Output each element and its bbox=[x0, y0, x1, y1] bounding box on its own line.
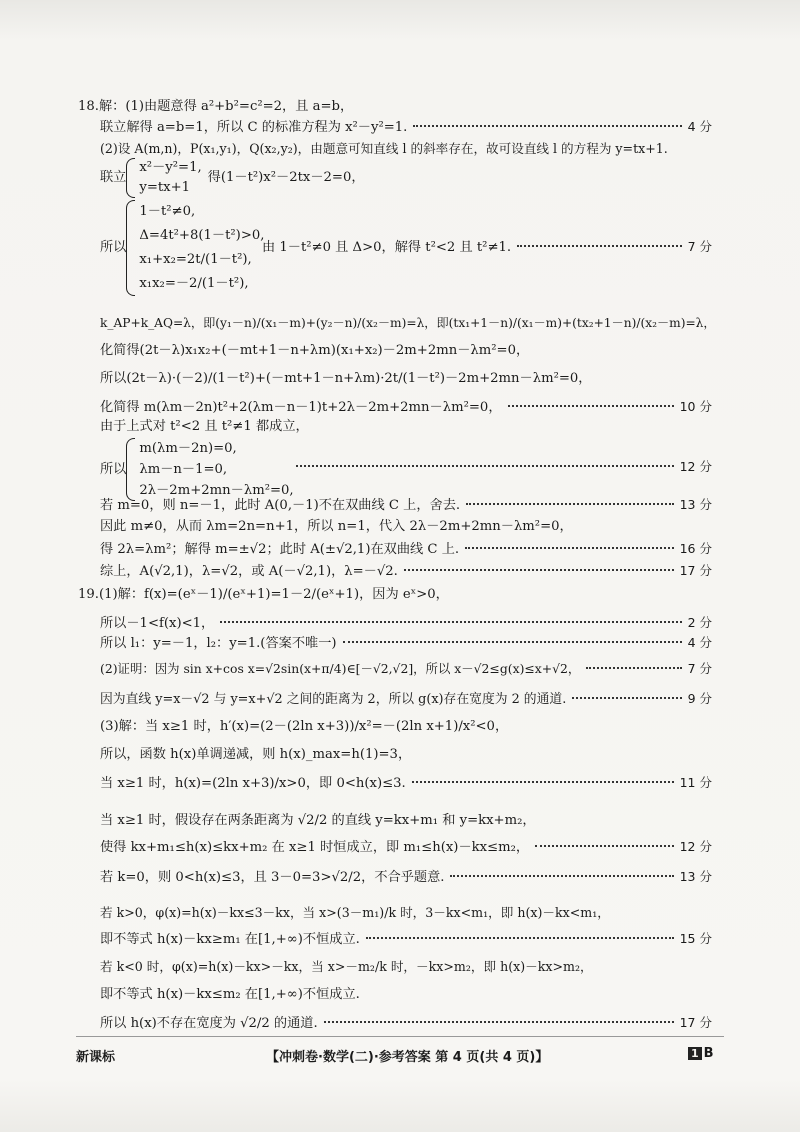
dot-leader bbox=[508, 405, 674, 407]
score: 9 分 bbox=[687, 691, 712, 706]
score: 17 分 bbox=[679, 1015, 712, 1030]
q18-system-1: 联立 x²－y²=1, y=tx+1 得(1－t²)x²－2tx－2=0， bbox=[100, 158, 365, 198]
dot-leader bbox=[572, 697, 681, 699]
score: 2 分 bbox=[687, 615, 712, 630]
dot-leader bbox=[296, 465, 674, 467]
footer-badge: 1 bbox=[688, 1047, 702, 1060]
q19-line-7: 所以，函数 h(x)单调递减，则 h(x)_max=h(1)=3， bbox=[100, 747, 412, 762]
q19-line-12: 若 k>0，φ(x)=h(x)－kx≤3－kx，当 x>(3－m₁)/k 时，3－kx<m₁，即 h(x)－kx<m₁， bbox=[100, 905, 610, 920]
q18-line-15: 综上，A(√2,1)，λ=√2，或 A(－√2,1)，λ=－√2. 17 分 bbox=[100, 563, 712, 579]
footer-edition: 新课标 bbox=[76, 1050, 116, 1065]
dot-leader bbox=[366, 937, 674, 939]
q18-line-2: 联立解得 a=b=1，所以 C 的标准方程为 x²－y²=1. 4 分 bbox=[100, 119, 712, 135]
q18-line-3: (2)设 A(m,n)，P(x₁,y₁)，Q(x₂,y₂)，由题意可知直线 l 的斜率存在，故可设直线 l 的方程为 y=tx+1. bbox=[100, 141, 668, 156]
dot-leader bbox=[220, 621, 681, 623]
q18-line-11 bbox=[290, 458, 712, 476]
score: 13 分 bbox=[679, 869, 712, 884]
score: 17 分 bbox=[679, 563, 712, 578]
score: 7 分 bbox=[687, 661, 712, 676]
score: 11 分 bbox=[679, 775, 712, 790]
score: 7 分 bbox=[687, 239, 712, 254]
score: 16 分 bbox=[679, 541, 712, 556]
score: 10 分 bbox=[679, 399, 712, 414]
footer-code: 1 B bbox=[688, 1046, 714, 1061]
q18-line-10: 由于上式对 t²<2 且 t²≠1 都成立， bbox=[100, 419, 309, 434]
brace bbox=[126, 200, 135, 296]
dot-leader bbox=[465, 547, 674, 549]
dot-leader bbox=[412, 781, 674, 783]
score: 4 分 bbox=[687, 635, 712, 650]
score: 12 分 bbox=[679, 459, 712, 474]
q18-line-14: 得 2λ=λm²；解得 m=±√2；此时 A(±√2,1)在双曲线 C 上. 16 分 bbox=[100, 541, 712, 557]
dot-leader bbox=[535, 845, 674, 847]
brace bbox=[126, 438, 135, 501]
dot-leader bbox=[450, 875, 673, 877]
q18-line-1: 18.解：(1)由题意得 a²+b²=c²=2，且 a=b， bbox=[78, 99, 354, 114]
dot-leader bbox=[404, 569, 674, 571]
q19-line-4: (2)证明：因为 sin x+cos x=√2sin(x+π/4)∈[－√2,√2]，所以 x－√2≤g(x)≤x+√2， 7 分 bbox=[100, 661, 712, 676]
dot-leader bbox=[586, 667, 681, 669]
q18-line-7: 化简得(2t－λ)x₁x₂+(－mt+1－n+λm)(x₁+x₂)－2m+2mn－λm²=0， bbox=[100, 343, 530, 358]
score: 15 分 bbox=[679, 931, 712, 946]
q19-line-6: (3)解：当 x≥1 时，h′(x)=(2－(2ln x+3))/x²=－(2ln x+1)/x²<0， bbox=[100, 719, 509, 734]
q18-line-8: 所以(2t－λ)·(－2)/(1－t²)+(－mt+1－n+λm)·2t/(1－t²)－2m+2mn－λm²=0， bbox=[100, 371, 592, 386]
q19-line-11: 若 k=0，则 0<h(x)≤3，且 3－0=3>√2/2，不合乎题意. 13 分 bbox=[100, 869, 712, 885]
q19-line-14: 若 k<0 时，φ(x)=h(x)－kx>－kx，当 x>－m₂/k 时，－kx>m₂，即 h(x)－kx>m₂， bbox=[100, 959, 593, 974]
q19-line-13: 即不等式 h(x)－kx≥m₁ 在[1,+∞)不恒成立. 15 分 bbox=[100, 931, 712, 947]
q18-system-2: 所以 1－t²≠0, Δ=4t²+8(1－t²)>0, x₁+x₂=2t/(1－t²), x₁x₂=－2/(1－t²), bbox=[100, 200, 712, 296]
dot-leader bbox=[343, 641, 682, 643]
q19-line-2: 所以－1<f(x)<1， 2 分 bbox=[100, 615, 712, 631]
dot-leader bbox=[517, 245, 681, 247]
q18-line-9: 化简得 m(λm－2n)t²+2(λm－n－1)t+2λ－2m+2mn－λm²=0， 10 分 bbox=[100, 399, 712, 415]
q18-line-6: k_AP+k_AQ=λ，即(y₁－n)/(x₁－m)+(y₂－n)/(x₂－m)=λ，即(tx₁+1－n)/(x₁－m)+(tx₂+1－n)/(x₂－m)=λ， bbox=[100, 316, 716, 330]
q18-line-12: 若 m=0，则 n=－1，此时 A(0,－1)不在双曲线 C 上，舍去. 13 分 bbox=[100, 497, 712, 513]
footer-divider bbox=[76, 1036, 724, 1037]
dot-leader bbox=[324, 1021, 674, 1023]
q19-line-1: 19.(1)解：f(x)=(eˣ－1)/(eˣ+1)=1－2/(eˣ+1)，因为 eˣ>0， bbox=[78, 587, 449, 602]
q19-line-16: 所以 h(x)不存在宽度为 √2/2 的通道. 17 分 bbox=[100, 1015, 712, 1031]
q18-system-3: 所以 m(λm－2n)=0, λm－n－1=0, 2λ－2m+2mn－λm²=0, bbox=[100, 438, 294, 501]
q19-line-8: 当 x≥1 时，h(x)=(2ln x+3)/x>0，即 0<h(x)≤3. 11 分 bbox=[100, 775, 712, 791]
dot-leader bbox=[413, 125, 681, 127]
score: 12 分 bbox=[679, 839, 712, 854]
q19-line-15: 即不等式 h(x)－kx≤m₂ 在[1,+∞)不恒成立. bbox=[100, 987, 360, 1002]
q19-line-3: 所以 l₁：y=－1，l₂：y=1.(答案不唯一) 4 分 bbox=[100, 635, 712, 651]
q18-line-13: 因此 m≠0，从而 λm=2n=n+1，所以 n=1，代入 2λ－2m+2mn－λm²=0， bbox=[100, 519, 573, 534]
q19-line-9: 当 x≥1 时，假设存在两条距离为 √2/2 的直线 y=kx+m₁ 和 y=kx+m₂， bbox=[100, 813, 536, 828]
footer-title: 【冲刺卷·数学(二)·参考答案 第 4 页(共 4 页)】 bbox=[266, 1050, 549, 1065]
q19-line-10: 使得 kx+m₁≤h(x)≤kx+m₂ 在 x≥1 时恒成立，即 m₁≤h(x)－kx≤m₂， 12 分 bbox=[100, 839, 712, 855]
q18-line-5: 由 1－t²≠0 且 Δ>0，解得 t²<2 且 t²≠1. 7 分 bbox=[262, 239, 712, 255]
score: 13 分 bbox=[679, 497, 712, 512]
q19-line-5: 因为直线 y=x－√2 与 y=x+√2 之间的距离为 2，所以 g(x)存在宽度为 2 的通道. 9 分 bbox=[100, 691, 712, 707]
brace bbox=[126, 158, 135, 198]
score: 4 分 bbox=[687, 119, 712, 134]
dot-leader bbox=[466, 503, 674, 505]
